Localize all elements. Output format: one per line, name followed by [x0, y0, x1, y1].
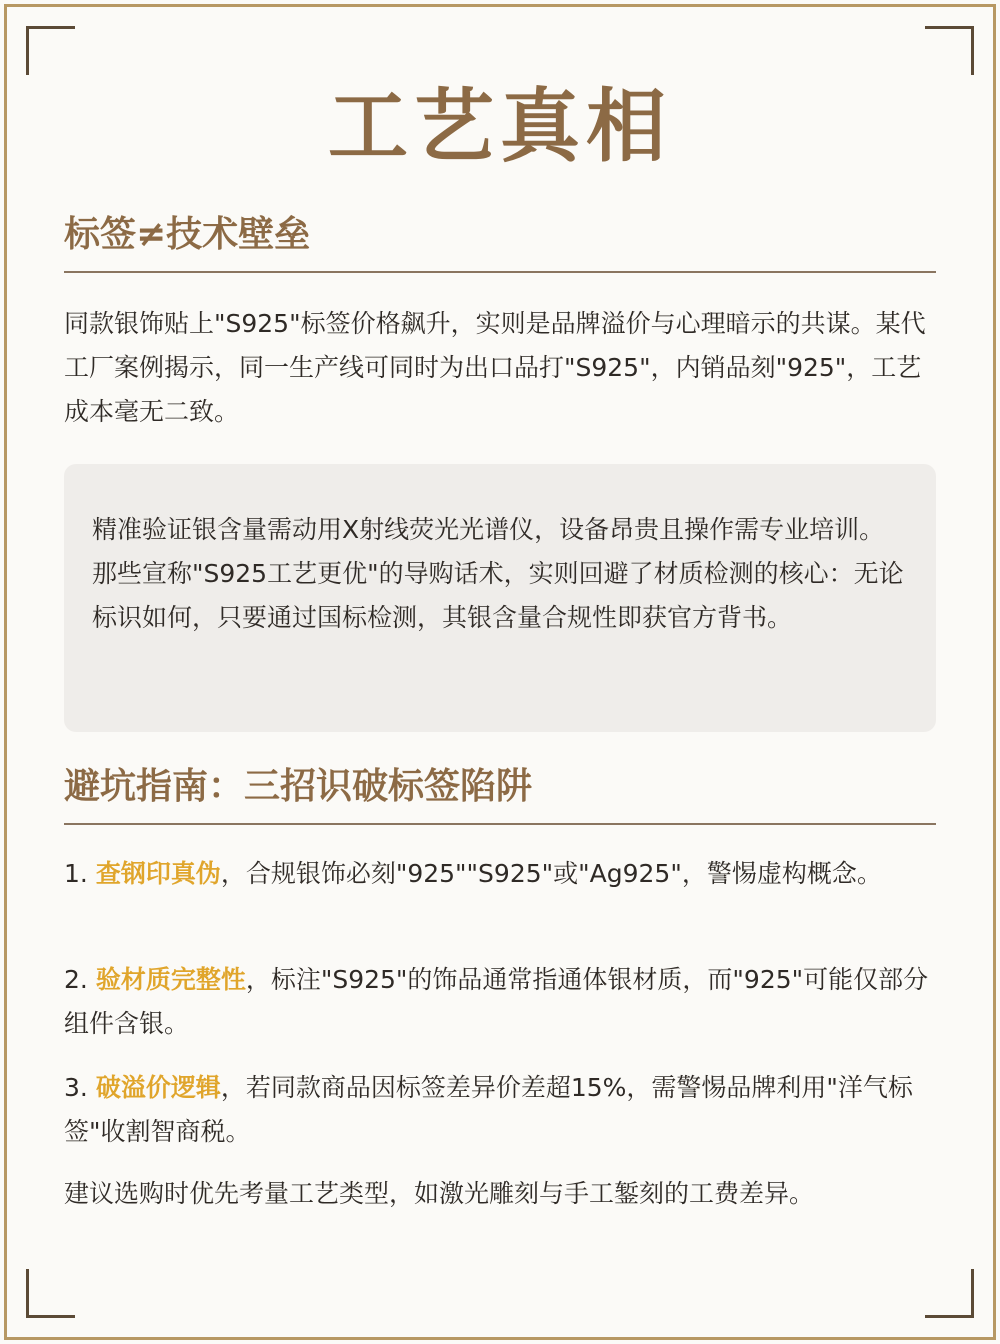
corner-ornament-bottom-left [26, 1269, 75, 1318]
list-item-text: ，标注"S925"的饰品通常指通体银材质，而"925"可能仅部分组件含银。 [64, 965, 929, 1038]
list-item [64, 958, 936, 1046]
list-item-text: ，合规银饰必刻"925""S925"或"Ag925"，警惕虚构概念。 [220, 859, 882, 888]
list-item-highlight: 查钢印真伪 [95, 859, 221, 888]
section-heading-guide: 避坑指南：三招识破标签陷阱 [64, 758, 936, 825]
section-heading-label-myth: 标签≠技术壁垒 [64, 206, 936, 273]
corner-ornament-bottom-right [925, 1269, 974, 1318]
page-title: 工艺真相 [328, 80, 672, 173]
list-item-text: ，若同款商品因标签差异价差超15%，需警惕品牌利用"洋气标签"收割智商税。 [64, 1073, 913, 1146]
list-item-number: 2. [64, 965, 88, 994]
list-item-number: 1. [64, 859, 88, 888]
list-item [64, 852, 936, 896]
intro-paragraph: 同款银饰贴上"S925"标签价格飙升，实则是品牌溢价与心理暗示的共谋。某代工厂案例揭示，同一生产线可同时为出口品打"S925"，内销品刻"925"，工艺成本毫无二致。 [64, 309, 926, 426]
list-item-number: 3. [64, 1073, 88, 1102]
list-item [64, 1066, 936, 1154]
callout-text: 精准验证银含量需动用X射线荧光光谱仪，设备昂贵且操作需专业培训。那些宣称"S925工艺更优"的导购话术，实则回避了材质检测的核心：无论标识如何，只要通过国标检测，其银含量合规性即获官方背书。 [92, 515, 904, 632]
list-item-highlight: 验材质完整性 [95, 965, 246, 994]
list-item-highlight: 破溢价逻辑 [95, 1073, 221, 1102]
closing-paragraph: 建议选购时优先考量工艺类型，如激光雕刻与手工錾刻的工费差异。 [64, 1179, 815, 1208]
callout-box [64, 464, 936, 732]
